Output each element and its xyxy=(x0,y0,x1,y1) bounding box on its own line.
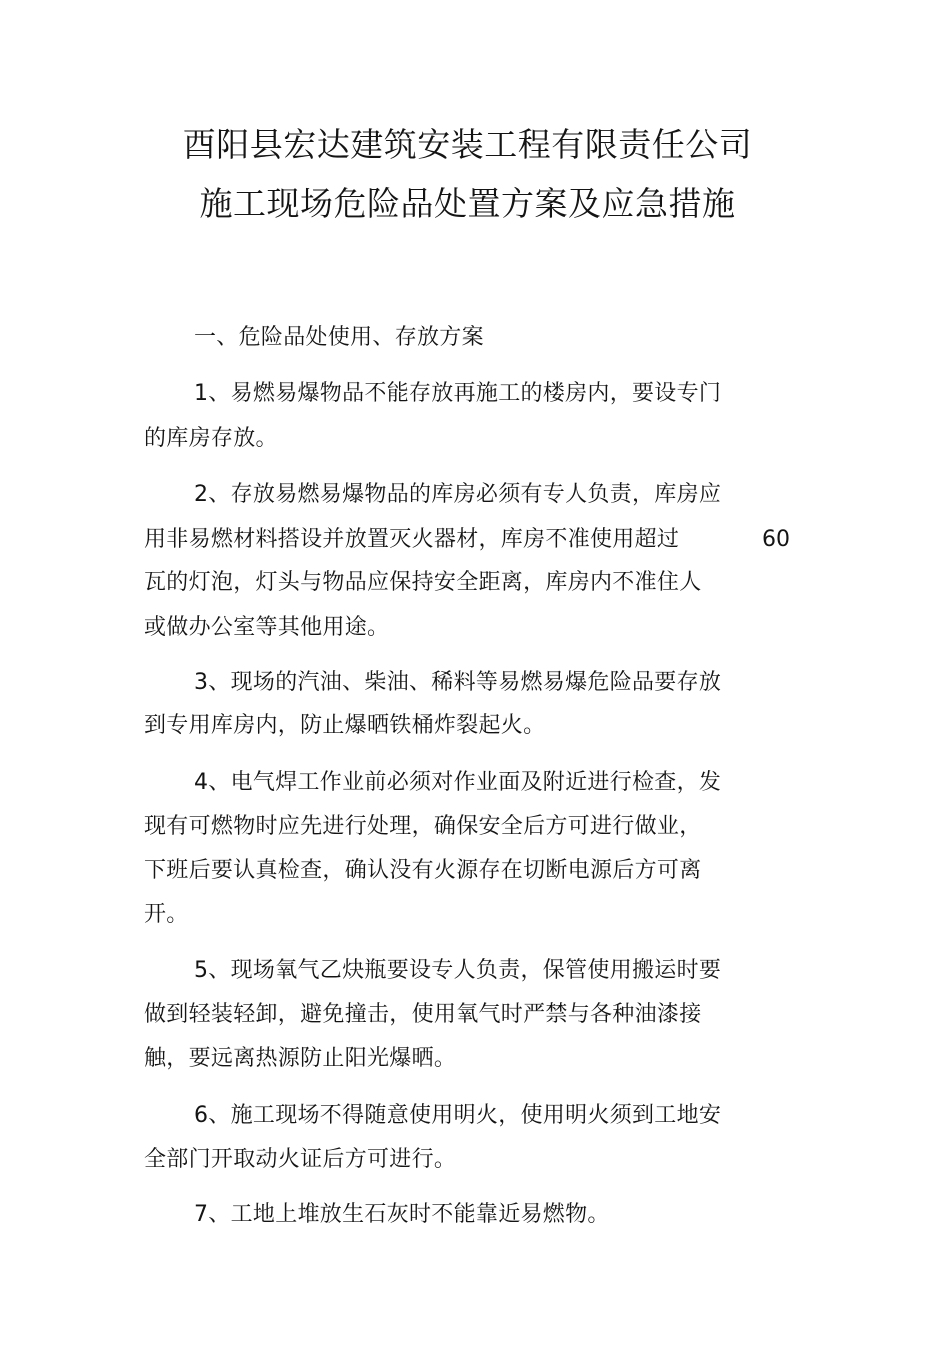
paragraph-2-line-2: 用非易燃材料搭设并放置灭火器材，库房不准使用超过 xyxy=(144,527,680,552)
paragraph-6-line-1: 6、施工现场不得随意使用明火，使用明火须到工地安 xyxy=(194,1103,722,1128)
wattage-number: 60 xyxy=(762,527,790,552)
paragraph-5-line-2: 做到轻装轻卸，避免撞击，使用氧气时严禁与各种油漆接 xyxy=(144,1002,702,1027)
paragraph-5-line-1: 5、现场氧气乙炔瓶要设专人负责，保管使用搬运时要 xyxy=(194,958,722,983)
document-title-line-1: 酉阳县宏达建筑安装工程有限责任公司 xyxy=(182,125,753,164)
paragraph-1-line-1: 1、易燃易爆物品不能存放再施工的楼房内，要设专门 xyxy=(194,381,722,406)
paragraph-3-line-2: 到专用库房内，防止爆晒铁桶炸裂起火。 xyxy=(144,713,546,738)
paragraph-2-line-3: 瓦的灯泡，灯头与物品应保持安全距离，库房内不准住人 xyxy=(144,570,702,595)
paragraph-4-line-1: 4、电气焊工作业前必须对作业面及附近进行检查，发 xyxy=(194,770,722,795)
paragraph-4-line-2: 现有可燃物时应先进行处理，确保安全后方可进行做业， xyxy=(144,814,702,839)
paragraph-5-line-3: 触，要远离热源防止阳光爆晒。 xyxy=(144,1046,457,1071)
paragraph-2-line-4: 或做办公室等其他用途。 xyxy=(144,615,390,640)
paragraph-3-line-1: 3、现场的汽油、柴油、稀料等易燃易爆危险品要存放 xyxy=(194,670,722,695)
document-title-line-2: 施工现场危险品处置方案及应急措施 xyxy=(199,184,736,223)
paragraph-4-line-3: 下班后要认真检查，确认没有火源存在切断电源后方可离 xyxy=(144,858,702,883)
paragraph-7-line-1: 7、工地上堆放生石灰时不能靠近易燃物。 xyxy=(194,1202,610,1227)
section-heading: 一、危险品处使用、存放方案 xyxy=(194,325,484,350)
paragraph-2-line-1: 2、存放易燃易爆物品的库房必须有专人负责，库房应 xyxy=(194,482,722,507)
paragraph-1-line-2: 的库房存放。 xyxy=(144,426,278,451)
paragraph-6-line-2: 全部门开取动火证后方可进行。 xyxy=(144,1147,457,1172)
paragraph-4-line-4: 开。 xyxy=(144,902,189,927)
